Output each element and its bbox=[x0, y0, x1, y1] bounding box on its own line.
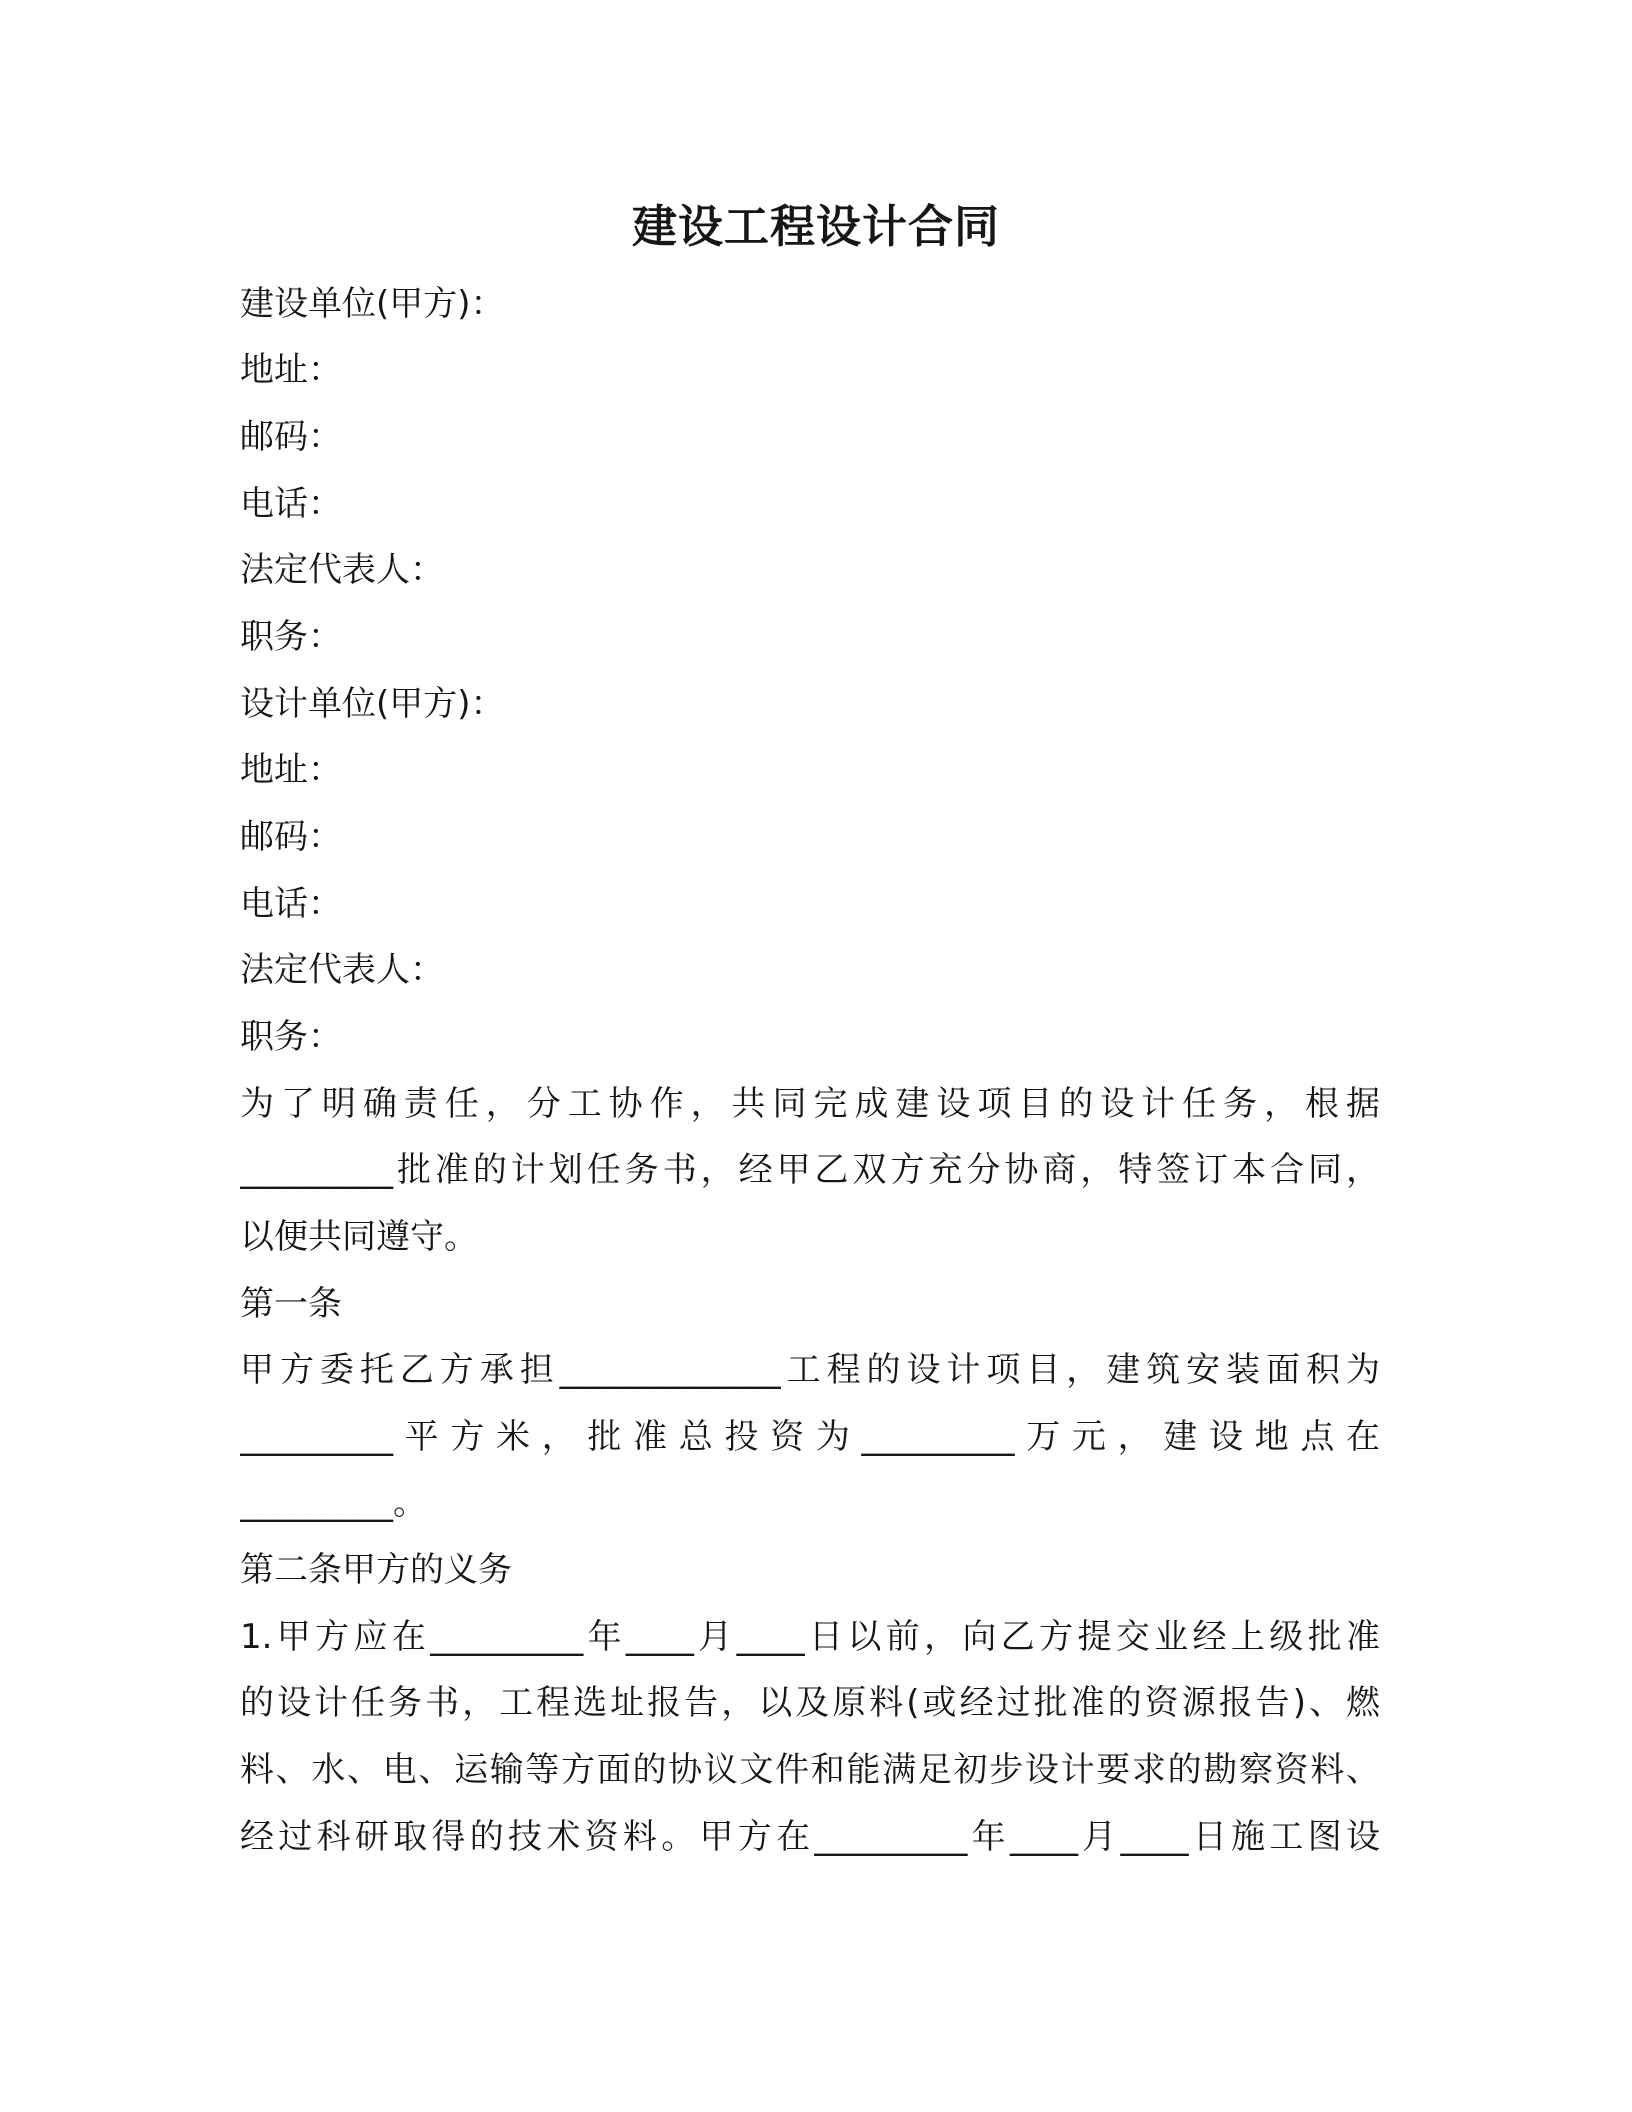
article-1-line: _________平方米，批准总投资为_________万元，建设地点在 bbox=[240, 1416, 1380, 1457]
party-b-address-label: 地址： bbox=[240, 750, 342, 791]
party-a-position-label: 职务： bbox=[240, 616, 342, 657]
party-b-section bbox=[240, 671, 1380, 1071]
document-title: 建设工程设计合同 bbox=[631, 200, 1000, 253]
article-2-line: 料、水、电、运输等方面的协议文件和能满足初步设计要求的勘察资料、 bbox=[240, 1750, 1380, 1791]
document-body bbox=[240, 271, 1380, 1871]
article-2 bbox=[240, 1537, 1380, 1870]
party-a-unit-label: 建设单位(甲方)： bbox=[240, 283, 505, 324]
article-1 bbox=[240, 1271, 1380, 1538]
article-2-heading: 第二条甲方的义务 bbox=[240, 1550, 512, 1591]
party-b-phone-label: 电话： bbox=[240, 883, 342, 924]
preamble-paragraph bbox=[240, 1071, 1380, 1271]
article-1-line: _________。 bbox=[240, 1483, 427, 1524]
article-1-line: 甲方委托乙方承担_____________工程的设计项目，建筑安装面积为 bbox=[240, 1350, 1380, 1391]
preamble-line: 以便共同遵守。 bbox=[240, 1216, 478, 1257]
party-a-postcode-label: 邮码： bbox=[240, 416, 342, 457]
preamble-line: 为了明确责任，分工协作，共同完成建设项目的设计任务，根据 bbox=[240, 1083, 1380, 1124]
article-1-heading: 第一条 bbox=[240, 1283, 342, 1324]
article-2-line: 的设计任务书，工程选址报告，以及原料(或经过批准的资源报告)、燃 bbox=[240, 1683, 1380, 1724]
party-a-address-label: 地址： bbox=[240, 350, 342, 391]
party-a-section bbox=[240, 271, 1380, 671]
article-2-line: 1.甲方应在_________年____月____日以前，向乙方提交业经上级批准 bbox=[240, 1616, 1380, 1657]
preamble-line: _________批准的计划任务书，经甲乙双方充分协商，特签订本合同， bbox=[240, 1150, 1380, 1191]
party-a-legal-rep-label: 法定代表人： bbox=[240, 550, 444, 591]
party-b-postcode-label: 邮码： bbox=[240, 816, 342, 857]
party-b-unit-label: 设计单位(甲方)： bbox=[240, 683, 505, 724]
article-2-line: 经过科研取得的技术资料。甲方在_________年____月____日施工图设 bbox=[240, 1816, 1380, 1857]
party-b-legal-rep-label: 法定代表人： bbox=[240, 950, 444, 991]
party-a-phone-label: 电话： bbox=[240, 483, 342, 524]
party-b-position-label: 职务： bbox=[240, 1016, 342, 1057]
